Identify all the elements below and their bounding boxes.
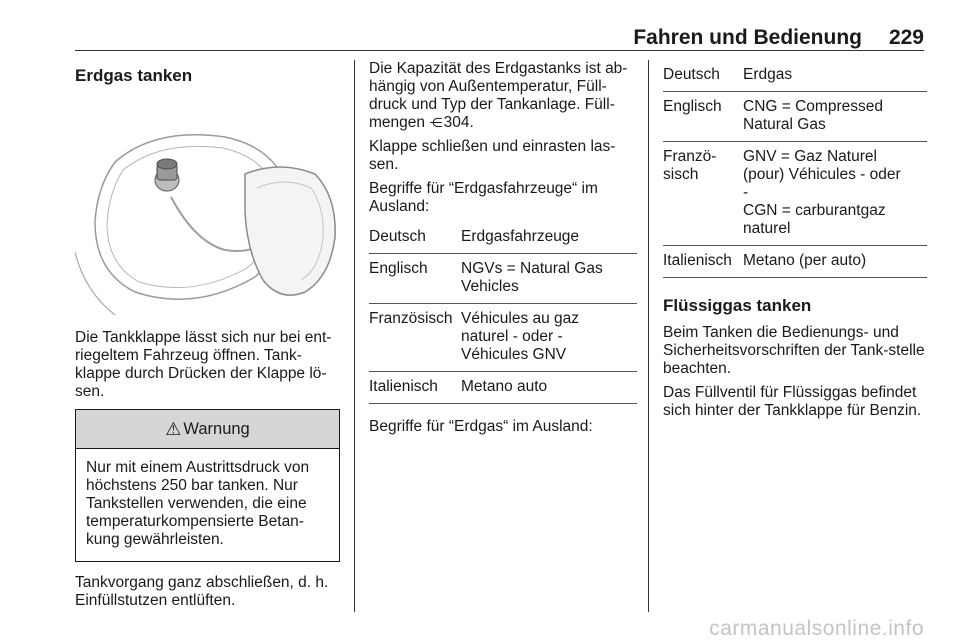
terms-table-vehicles	[369, 222, 637, 404]
column-2	[369, 60, 637, 442]
table-cell-language: Italienisch	[369, 372, 461, 404]
watermark: carmanualsonline.info	[709, 617, 924, 640]
table-row	[369, 372, 637, 404]
paragraph-close-flap: Klappe schließen und einrasten las-sen.	[369, 138, 616, 173]
section-heading-lpg: Flüssiggas tanken	[663, 296, 812, 315]
section-heading-erdgas: Erdgas tanken	[75, 66, 193, 85]
table-cell-term: Metano (per auto)	[743, 246, 927, 278]
table-row	[369, 222, 637, 254]
table-row	[663, 246, 927, 278]
table-cell-language: Italienisch	[663, 246, 743, 278]
table-cell-language: Deutsch	[369, 222, 461, 254]
page-reference[interactable]: 304.	[443, 114, 474, 131]
paragraph-terms-vehicles: Begriffe für “Erdgasfahrzeuge“ im Ausland:	[369, 180, 598, 215]
warning-box	[75, 409, 340, 562]
warning-body: Nur mit einem Austrittsdruck von höchstens 250 bar tanken. Nur Tankstellen verwenden, die eine temperaturkompensierte Betan-kung gewährleisten.	[86, 459, 310, 548]
paragraph-lpg-safety: Beim Tanken die Bedienungs- und Sicherheitsvorschriften der Tank-stelle beachten.	[663, 324, 925, 377]
column-1	[75, 60, 340, 616]
column-3	[663, 60, 927, 426]
table-cell-language: Deutsch	[663, 60, 743, 92]
column-divider-2	[648, 60, 649, 612]
table-cell-language: Englisch	[369, 254, 461, 304]
page-number: 229	[888, 26, 924, 49]
page-reference-arrow-icon: ⋲	[429, 115, 443, 130]
table-cell-term: Metano auto	[461, 372, 637, 404]
table-cell-term: GNV = Gaz Naturel (pour) Véhicules - oder - CGN = carburantgaz naturel	[743, 142, 927, 246]
table-row	[663, 142, 927, 246]
column-divider-1	[354, 60, 355, 612]
fuel-flap-illustration	[75, 102, 340, 315]
table-cell-language: Französisch	[369, 304, 461, 372]
paragraph-terms-gas: Begriffe für “Erdgas“ im Ausland:	[369, 418, 593, 435]
page-title: Fahren und Bedienung	[633, 26, 862, 49]
paragraph-capacity	[369, 60, 637, 132]
fuel-flap-drawing	[75, 102, 340, 315]
header-rule	[75, 50, 924, 51]
paragraph-complete: Tankvorgang ganz abschließen, d. h. Einfüllstutzen entlüften.	[75, 574, 329, 609]
table-cell-language: Englisch	[663, 92, 743, 142]
paragraph-unlock: Die Tankklappe lässt sich nur bei ent-riegeltem Fahrzeug öffnen. Tank-klappe durch Drücken der Klappe lö-sen.	[75, 329, 332, 400]
table-cell-term: CNG = Compressed Natural Gas	[743, 92, 927, 142]
table-cell-term: NGVs = Natural Gas Vehicles	[461, 254, 637, 304]
table-cell-term: Erdgasfahrzeuge	[461, 222, 637, 254]
table-cell-term: Erdgas	[743, 60, 927, 92]
paragraph-capacity-text: Die Kapazität des Erdgastanks ist ab-hängig von Außentemperatur, Füll-druck und Typ der Tankanlage. Füll-mengen	[369, 60, 628, 131]
warning-header	[76, 410, 339, 449]
paragraph-lpg-valve: Das Füllventil für Flüssiggas befindet sich hinter der Tankklappe für Benzin.	[663, 384, 922, 419]
table-row	[663, 60, 927, 92]
table-row	[369, 304, 637, 372]
warning-title: Warnung	[183, 420, 250, 438]
table-cell-term: Véhicules au gaz naturel - oder - Véhicules GNV	[461, 304, 637, 372]
table-cell-language: Franzö- sisch	[663, 142, 743, 246]
page-header	[75, 26, 924, 50]
terms-table-gas	[663, 60, 927, 278]
table-row	[663, 92, 927, 142]
warning-icon: ⚠	[165, 419, 182, 439]
table-row	[369, 254, 637, 304]
